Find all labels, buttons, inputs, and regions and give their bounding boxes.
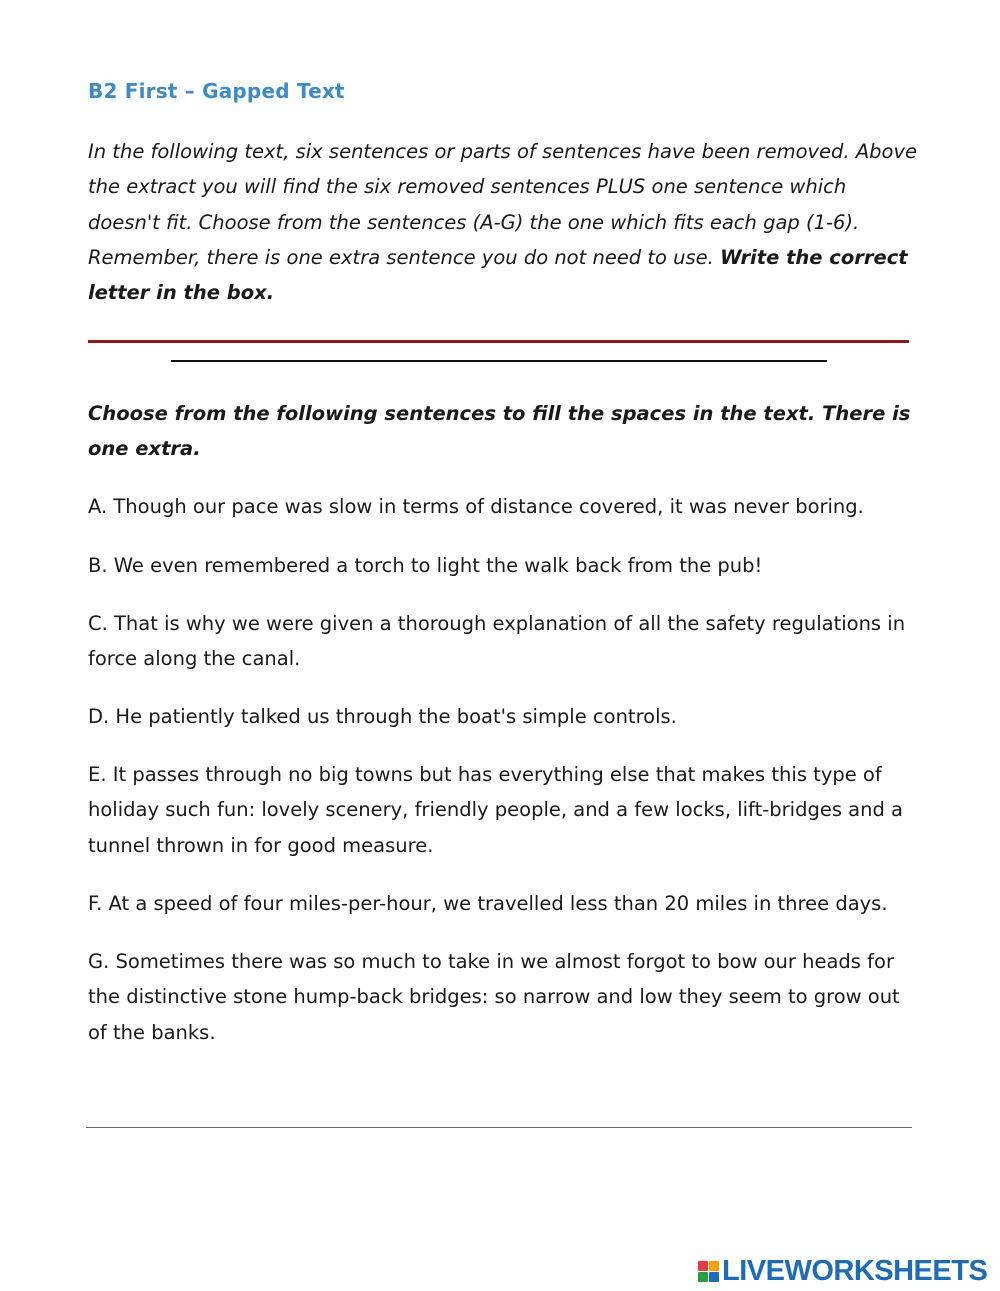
sentence-c: C. That is why we were given a thorough explanation of all the safety regulations in force along the canal. [88, 612, 906, 671]
sentence-b: B. We even remembered a torch to light the walk back from the pub! [88, 554, 763, 577]
liveworksheets-logo-icon [698, 1261, 719, 1282]
instructions-bold-text: Write the correct letter in the box. [88, 245, 908, 305]
instructions [88, 134, 918, 310]
logo-square-2 [709, 1261, 719, 1271]
page-title: B2 First – Gapped Text [88, 79, 345, 103]
logo-square-1 [698, 1261, 708, 1271]
sentence-e: E. It passes through no big towns but has everything else that makes this type of holiday such fun: lovely scenery, friendly people, and a few locks, lift-bridges and a tunnel thrown in for good measure. [88, 763, 904, 857]
divider-bottom [86, 1127, 912, 1128]
liveworksheets-logo[interactable] [698, 1255, 987, 1287]
divider-black [171, 360, 827, 362]
instructions-text: In the following text, six sentences or parts of sentences have been removed. Above the extract you will find the six removed sentences PLUS one sentence which doesn't fit. Choose from the sentences (A-G) the one which fits each gap (1-6). Remember, there is one extra sentence you do not need to use. [88, 140, 917, 269]
sentence-a: A. Though our pace was slow in terms of distance covered, it was never boring. [88, 495, 864, 518]
sentence-f: F. At a speed of four miles-per-hour, we travelled less than 20 miles in three days. [88, 892, 888, 915]
choose-heading: Choose from the following sentences to fill the spaces in the text. There is one extra. [88, 402, 911, 461]
logo-square-4 [709, 1272, 719, 1282]
sentence-g: G. Sometimes there was so much to take in we almost forgot to bow our heads for the distinctive stone hump-back bridges: so narrow and low they seem to grow out of the banks. [88, 950, 900, 1044]
divider-red [88, 340, 909, 343]
sentence-d: D. He patiently talked us through the boat's simple controls. [88, 705, 677, 728]
logo-square-3 [698, 1272, 708, 1282]
logo-text: LIVEWORKSHEETS [722, 1254, 988, 1287]
